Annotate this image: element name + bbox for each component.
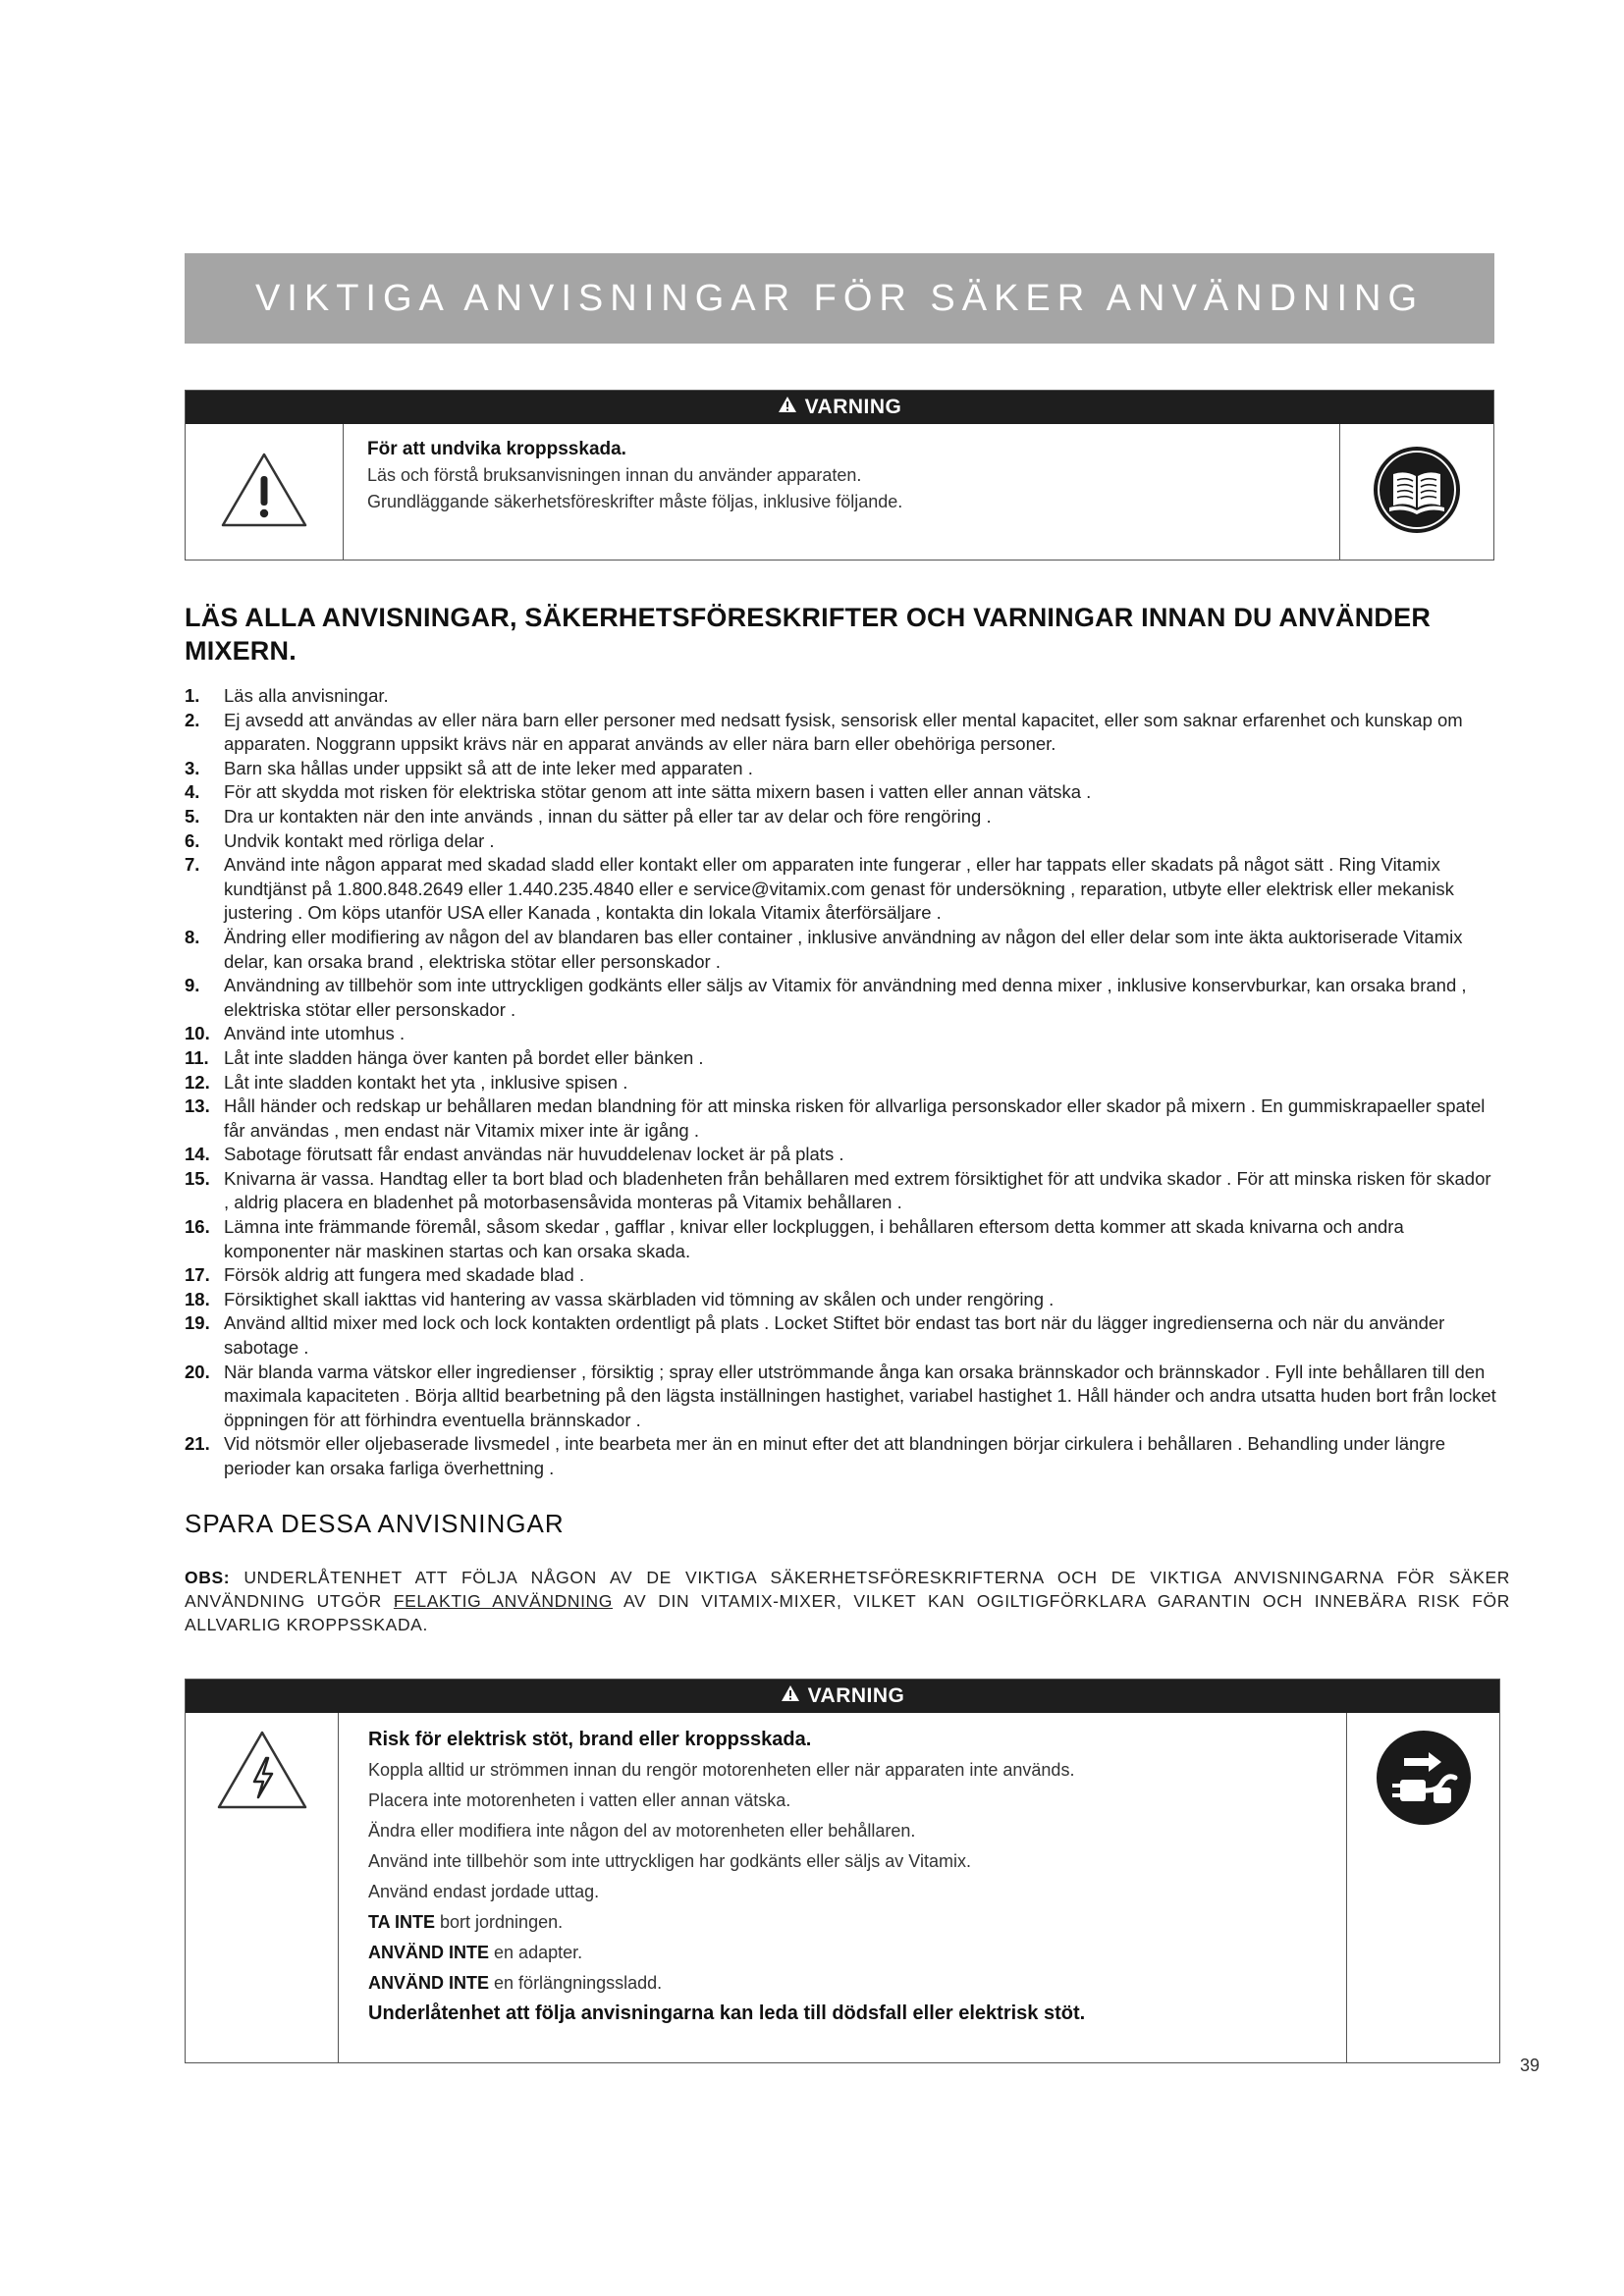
warning-emphasis: ANVÄND INTE [368,1973,490,1993]
list-item [185,1095,1500,1143]
item-number: 13. [185,1095,210,1117]
item-text: Håll händer och redskap ur behållaren medan blandning för att minska risken för allvarliga personskador eller skador på mixern . En gummiskrapaeller spatel får användas , men endast när Vitamix mixer inte är igång . [224,1095,1486,1141]
unplug-icon [1375,1729,1473,1832]
warning-line [368,1938,1346,1968]
warning-line: Använd endast jordade uttag. [368,1882,600,1901]
warning-emphasis: TA INTE [368,1912,435,1932]
item-number: 6. [185,829,200,851]
item-number: 14. [185,1144,210,1165]
item-number: 4. [185,781,200,803]
warning-line [368,1968,1346,1999]
list-item [185,805,1500,829]
warning-triangle-icon [778,396,797,419]
item-number: 21. [185,1433,210,1455]
section-heading: LÄS ALLA ANVISNINGAR, SÄKERHETSFÖRESKRIFTER OCH VARNINGAR INNAN DU ANVÄNDER MIXERN. [185,603,1432,666]
list-item [185,1022,1500,1046]
item-number: 15. [185,1167,210,1189]
warning-final: Underlåtenhet att följa anvisningarna kan leda till dödsfall eller elektrisk stöt. [368,2002,1086,2024]
warning-header-label: VARNING [804,396,902,418]
list-item [185,926,1500,974]
warning-emphasis: ANVÄND INTE [368,1943,490,1962]
warning-box-electric [185,1679,1500,2063]
item-number: 9. [185,975,200,996]
item-number: 19. [185,1312,210,1334]
warning-title: För att undvika kroppsskada. [367,439,626,459]
item-number: 11. [185,1046,209,1068]
list-item [185,684,1500,709]
item-text: Låt inte sladden kontakt het yta , inklusive spisen . [224,1071,628,1093]
warning-line: Grundläggande säkerhetsföreskrifter måste följas, inklusive följande. [367,492,903,511]
warning-line [368,1907,1346,1938]
list-item [185,1071,1500,1095]
item-text: Lämna inte främmande föremål, såsom skedar , gafflar , knivar eller lockpluggen, i behållaren eftersom detta kommer att skada knivarna och andra komponenter när maskinen startas och kan orsaka skada. [224,1216,1404,1261]
list-item [185,974,1500,1022]
warning-line: Placera inte motorenheten i vatten eller annan vätska. [368,1790,791,1810]
obs-underlined: FELAKTIG ANVÄNDNING [393,1591,613,1611]
warning-triangle-icon [781,1684,800,1708]
list-item [185,1288,1500,1312]
item-number: 8. [185,926,200,947]
item-number: 18. [185,1288,210,1309]
list-item [185,709,1500,757]
item-text: Användning av tillbehör som inte uttryckligen godkänts eller säljs av Vitamix för användning med denna mixer , inklusive konservburkar, kan orsaka brand , elektriska stötar eller personskador . [224,975,1467,1020]
warning-header [186,391,1493,424]
list-item [185,1046,1500,1071]
warning-title: Risk för elektrisk stöt, brand eller kroppsskada. [368,1729,812,1750]
item-text: Läs alla anvisningar. [224,685,389,706]
list-item [185,1143,1500,1167]
item-number: 1. [185,685,200,706]
list-item [185,1311,1500,1360]
warning-line: Använd inte tillbehör som inte uttryckligen har godkänts eller säljs av Vitamix. [368,1851,971,1871]
item-number: 7. [185,854,200,876]
warning-line: Läs och förstå bruksanvisningen innan du använder apparaten. [367,465,862,485]
warning-box-injury [185,390,1494,561]
warning-rest: bort jordningen. [440,1912,564,1932]
warning-line: Ändra eller modifiera inte någon del av motorenheten eller behållaren. [368,1821,916,1841]
item-number: 10. [185,1023,210,1044]
item-text: Använd alltid mixer med lock och lock kontakten ordentligt på plats . Locket Stiftet bör endast tas bort när du lägger ingredienserna och när du använder sabotage . [224,1312,1445,1359]
list-item [185,853,1500,926]
item-text: Försiktighet skall iakttas vid hantering av vassa skärbladen vid tömning av skålen och under rengöring . [224,1288,1055,1309]
item-number: 20. [185,1361,210,1382]
item-text: Försök aldrig att fungera med skadade blad . [224,1264,585,1286]
warning-header-label: VARNING [807,1684,905,1707]
item-text: Barn ska hållas under uppsikt så att de inte leker med apparaten . [224,757,753,778]
item-text: Använd inte utomhus . [224,1023,406,1044]
electric-shock-triangle-icon [215,1729,309,1816]
warning-rest: en förlängningssladd. [494,1973,663,1993]
item-text: Sabotage förutsatt får endast användas när huvuddelenav locket är på plats . [224,1144,844,1165]
warning-rest: en adapter. [494,1943,583,1962]
item-text: När blanda varma vätskor eller ingredienser , försiktig ; spray eller utströmmande ånga kan orsaka brännskador och brännskador . Fyll inte behållaren till den maximala kapaciteten . Börja alltid bearbetning på den lägsta inställningen hastighet, variabel hastighet 1. Håll händer och andra utsatta huden bort från locket öppningen för att förhindra eventuella brännskador . [224,1361,1496,1430]
list-item [185,780,1500,805]
exclamation-triangle-icon [219,451,309,534]
item-text: Ej avsedd att användas av eller nära barn eller personer med nedsatt fysisk, sensorisk eller mental kapacitet, eller som saknar erfarenhet och kunskap om apparaten. Noggrann uppsikt krävs när en apparat används av eller nära barn eller obehöriga personer. [224,709,1463,755]
item-number: 5. [185,805,200,827]
obs-label: OBS: [185,1568,231,1587]
list-item [185,1361,1500,1433]
item-text: För att skydda mot risken för elektriska stötar genom att inte sätta mixern basen i vatten eller annan vätska . [224,781,1092,803]
instructions-list [185,684,1500,1481]
item-number: 12. [185,1071,210,1093]
page-title: VIKTIGA ANVISNINGAR FÖR SÄKER ANVÄNDNING [185,253,1494,344]
item-number: 2. [185,709,200,730]
item-text: Använd inte någon apparat med skadad sladd eller kontakt eller om apparaten inte fungerar , eller har tappats eller skadats på något sätt . Ring Vitamix kundtjänst på 1.800.848.2649 eller 1.440.235.4840 eller e service@vitamix.com genast för undersökning , reparation, utbyte eller elektrisk eller mekanisk justering . Om köps utanför USA eller Kanada , kontakta din lokala Vitamix återförsäljare . [224,854,1454,924]
item-number: 17. [185,1264,210,1286]
save-instructions-heading: SPARA DESSA ANVISNINGAR [185,1509,565,1538]
list-item [185,1432,1500,1480]
obs-text: AV DIN VITAMIX-MIXER, VILKET KAN OGILTIGFÖRKLARA GARANTIN OCH INNEBÄRA RISK FÖR ALLVARLIG KROPPSSKADA. [185,1591,1510,1634]
warning-line: Koppla alltid ur strömmen innan du rengör motorenheten eller när apparaten inte används. [368,1760,1075,1780]
obs-text: UNDERLÅTENHET ATT FÖLJA NÅGON AV DE VIKTIGA SÄKERHETSFÖRESKRIFTERNA OCH DE VIKTIGA ANVISNINGARNA FÖR SÄKER ANVÄNDNING UTGÖR [185,1568,1510,1611]
list-item [185,1167,1500,1215]
list-item [185,1263,1500,1288]
item-text: Ändring eller modifiering av någon del av blandaren bas eller container , inklusive användning av någon del eller delar som inte äkta auktoriserade Vitamix delar, kan orsaka brand , elektriska stötar eller personskador . [224,926,1463,972]
list-item [185,757,1500,781]
item-text: Knivarna är vassa. Handtag eller ta bort blad och bladenheten från behållaren med extrem försiktighet för att undvika skador . För att minska risken för skador , aldrig placera en bladenhet på motorbasensåvida monteras på Vitamix behållaren . [224,1167,1491,1213]
warning-header [186,1680,1499,1713]
item-text: Undvik kontakt med rörliga delar . [224,829,495,851]
item-number: 16. [185,1216,210,1238]
item-text: Dra ur kontakten när den inte används , innan du sätter på eller tar av delar och före rengöring . [224,805,992,827]
list-item [185,829,1500,854]
list-item [185,1215,1500,1263]
item-text: Vid nötsmör eller oljebaserade livsmedel , inte bearbeta mer än en minut efter det att blandningen börjar cirkulera i behållaren . Behandling under längre perioder kan orsaka farliga överhettning . [224,1433,1446,1478]
read-manual-icon [1372,445,1462,540]
item-number: 3. [185,757,200,778]
page-number: 39 [1520,2056,1541,2075]
obs-paragraph [185,1566,1510,1636]
item-text: Låt inte sladden hänga över kanten på bordet eller bänken . [224,1046,704,1068]
